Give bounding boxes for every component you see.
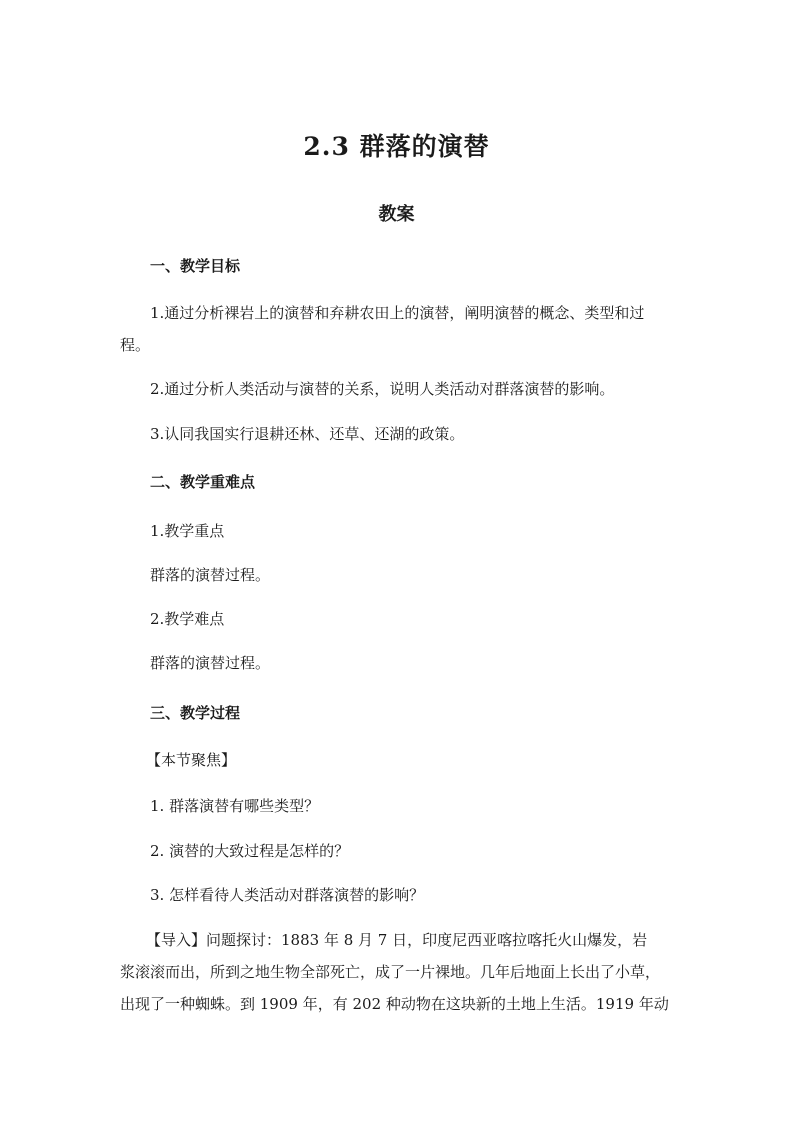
intro-line-3: 出现了一种蜘蛛。到 1909 年，有 202 种动物在这块新的土地上生活。1919 年动 <box>120 995 669 1013</box>
intro-line-2: 浆滚滚而出，所到之地生物全部死亡，成了一片裸地。几年后地面上长出了小草， <box>120 963 661 981</box>
goal-item-1-line2: 程。 <box>120 336 151 354</box>
section-heading-process: 三、教学过程 <box>150 704 241 722</box>
section-heading-goals: 一、教学目标 <box>150 257 241 275</box>
intro-line-1: 【导入】问题探讨：1883 年 8 月 7 日，印度尼西亚喀拉喀托火山爆发，岩 <box>146 931 648 949</box>
difficulty-label: 2.教学难点 <box>150 610 225 628</box>
focus-label: 【本节聚焦】 <box>146 751 237 769</box>
focus-question-1: 1. 群落演替有哪些类型？ <box>150 797 320 815</box>
goal-item-1-line1: 1.通过分析裸岩上的演替和弃耕农田上的演替，阐明演替的概念、类型和过 <box>150 304 645 322</box>
goal-item-2: 2.通过分析人类活动与演替的关系，说明人类活动对群落演替的影响。 <box>150 380 615 398</box>
document-subtitle: 教案 <box>378 204 415 225</box>
focus-question-3: 3. 怎样看待人类活动对群落演替的影响？ <box>150 886 425 904</box>
document-title: 2.3 群落的演替 <box>303 132 490 161</box>
section-heading-key-points: 二、教学重难点 <box>150 473 256 491</box>
key-point-text: 群落的演替过程。 <box>150 566 271 584</box>
key-point-label: 1.教学重点 <box>150 522 225 540</box>
goal-item-3: 3.认同我国实行退耕还林、还草、还湖的政策。 <box>150 425 465 443</box>
focus-question-2: 2. 演替的大致过程是怎样的？ <box>150 842 350 860</box>
difficulty-text: 群落的演替过程。 <box>150 654 271 672</box>
